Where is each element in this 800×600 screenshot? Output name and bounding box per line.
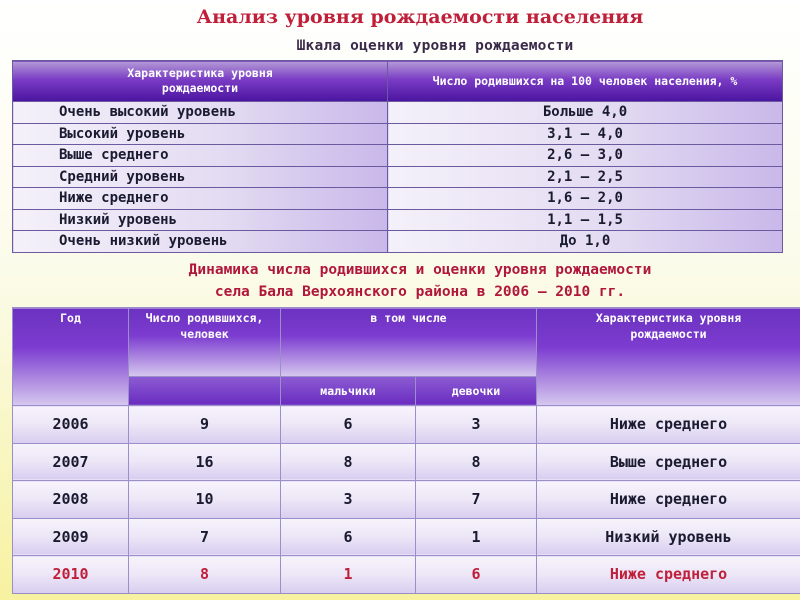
page-title: Анализ уровня рождаемости населения <box>196 6 644 28</box>
birth-dynamics-table <box>12 307 800 594</box>
table-row <box>13 145 783 167</box>
scale-header-births-per-100: Число родившихся на 100 человек населения, % <box>388 61 783 102</box>
scale-level: Выше среднего <box>13 145 388 167</box>
dynamics-header-year: Год <box>13 308 129 406</box>
dynamics-births: 9 <box>129 406 281 444</box>
dynamics-header-characteristic: Характеристика уровня рождаемости <box>537 308 800 406</box>
dynamics-year: 2006 <box>13 406 129 444</box>
scale-range: 2,1 – 2,5 <box>388 166 783 188</box>
scale-level: Ниже среднего <box>13 188 388 210</box>
table-row <box>13 166 783 188</box>
dynamics-girls: 1 <box>416 518 537 556</box>
dynamics-level: Ниже среднего <box>537 406 800 444</box>
dynamics-year: 2009 <box>13 518 129 556</box>
dynamics-boys: 8 <box>281 443 416 481</box>
dynamics-boys: 1 <box>281 556 416 594</box>
dynamics-girls: 6 <box>416 556 537 594</box>
birth-rate-scale-table <box>12 60 783 253</box>
table-row <box>13 102 783 124</box>
dynamics-level: Низкий уровень <box>537 518 800 556</box>
scale-level: Очень высокий уровень <box>13 102 388 124</box>
table-row <box>13 556 800 594</box>
dynamics-boys: 6 <box>281 406 416 444</box>
scale-range: 1,6 – 2,0 <box>388 188 783 210</box>
dynamics-boys: 6 <box>281 518 416 556</box>
table-row <box>13 123 783 145</box>
dynamics-header-boys: мальчики <box>281 376 416 405</box>
dynamics-level: Ниже среднего <box>537 556 800 594</box>
dynamics-header-row <box>13 308 800 377</box>
table-row <box>13 231 783 253</box>
scale-range: Больше 4,0 <box>388 102 783 124</box>
dynamics-boys: 3 <box>281 481 416 519</box>
table-row <box>13 518 800 556</box>
table-row <box>13 188 783 210</box>
scale-range: До 1,0 <box>388 231 783 253</box>
dynamics-year: 2008 <box>13 481 129 519</box>
table-row <box>13 443 800 481</box>
dynamics-level: Ниже среднего <box>537 481 800 519</box>
dynamics-births: 16 <box>129 443 281 481</box>
dynamics-births: 8 <box>129 556 281 594</box>
dynamics-header-including: в том числе <box>281 308 537 377</box>
dynamics-year: 2007 <box>13 443 129 481</box>
dynamics-level: Выше среднего <box>537 443 800 481</box>
dynamics-girls: 8 <box>416 443 537 481</box>
scale-range: 1,1 – 1,5 <box>388 209 783 231</box>
scale-range: 3,1 – 4,0 <box>388 123 783 145</box>
scale-title: Шкала оценки уровня рождаемости <box>296 38 574 54</box>
dynamics-girls: 3 <box>416 406 537 444</box>
scale-range: 2,6 – 3,0 <box>388 145 783 167</box>
dynamics-girls: 7 <box>416 481 537 519</box>
dynamics-header-girls: девочки <box>416 376 537 405</box>
dynamics-header-births-blank <box>129 376 281 405</box>
dynamics-births: 10 <box>129 481 281 519</box>
table-row <box>13 406 800 444</box>
dynamics-title-line2: села Бала Верхоянского района в 2006 – 2010 гг. <box>214 284 626 300</box>
scale-level: Средний уровень <box>13 166 388 188</box>
dynamics-title-line1: Динамика числа родившихся и оценки уровня рождаемости <box>188 262 652 278</box>
scale-level: Высокий уровень <box>13 123 388 145</box>
scale-header-characteristic: Характеристика уровня рождаемости <box>13 61 388 102</box>
table-row <box>13 481 800 519</box>
dynamics-header-births: Число родившихся, человек <box>129 308 281 377</box>
dynamics-year: 2010 <box>13 556 129 594</box>
scale-level: Низкий уровень <box>13 209 388 231</box>
dynamics-births: 7 <box>129 518 281 556</box>
table-row <box>13 209 783 231</box>
scale-header-row <box>13 61 783 102</box>
scale-level: Очень низкий уровень <box>13 231 388 253</box>
